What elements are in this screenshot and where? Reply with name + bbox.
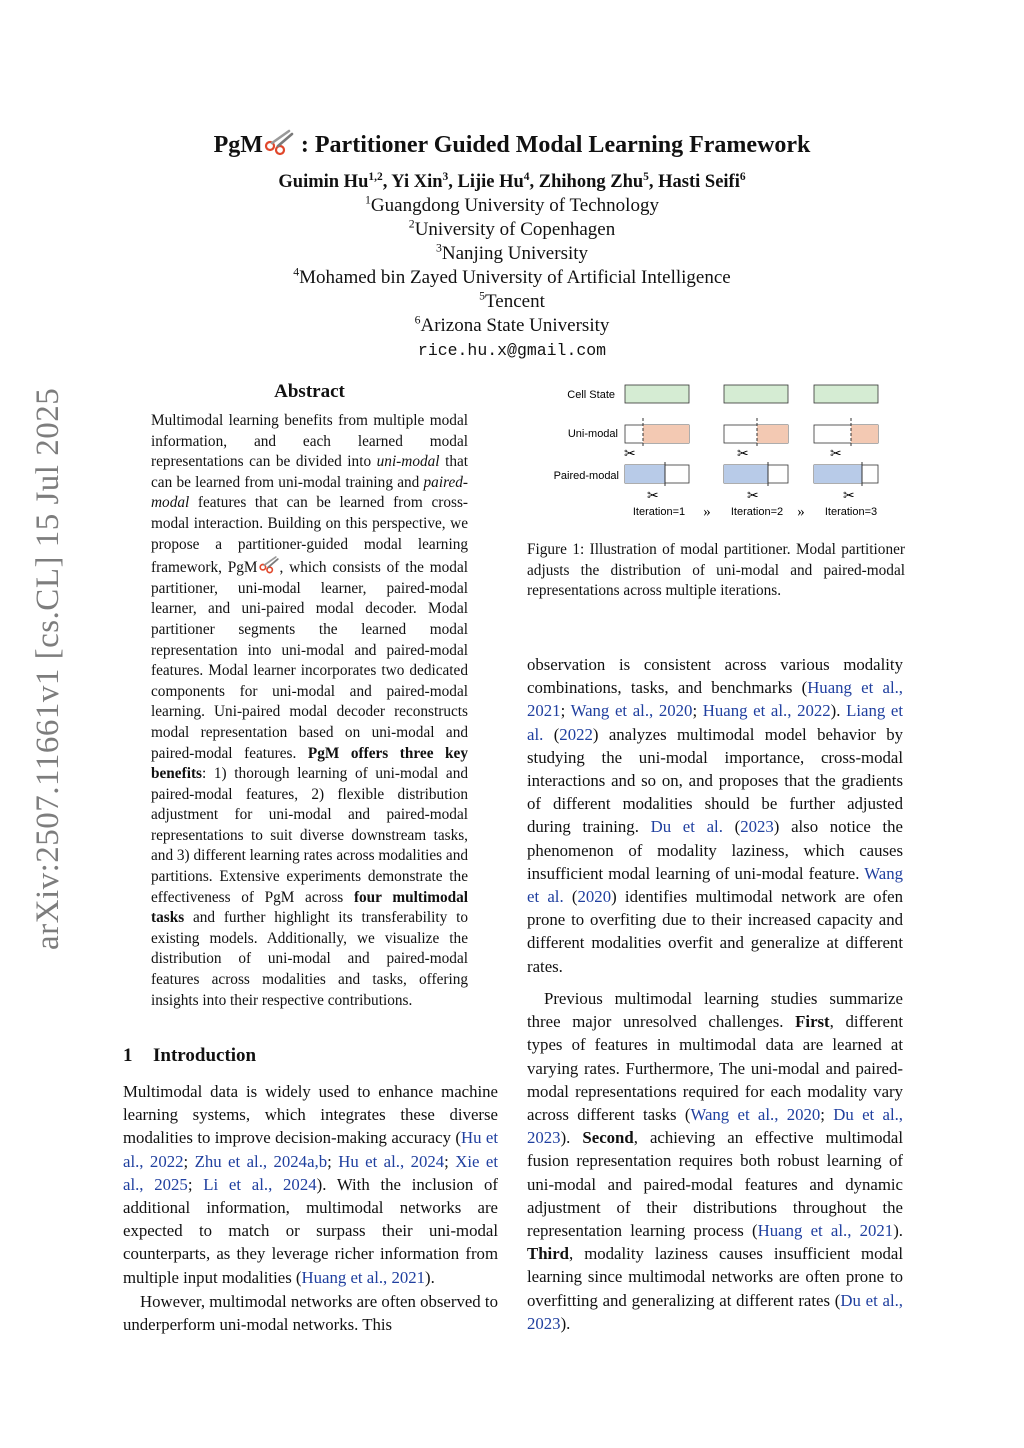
abstract-segment: Multimodal learning benefits from multiple modal information, and each learned modal representations can be divided into — [151, 412, 468, 471]
citation-link[interactable]: Wang et al., 2020 — [570, 701, 693, 721]
text-segment: ( — [543, 724, 560, 744]
affiliation-name: Guangdong University of Technology — [370, 195, 659, 216]
citation-link[interactable]: Liang et al. — [527, 701, 903, 744]
body-paragraph — [527, 987, 903, 1335]
text-segment: ). — [560, 1313, 571, 1333]
uni-modal-fill — [757, 425, 788, 443]
row-label-paired-modal: Paired-modal — [553, 470, 619, 482]
citation-link[interactable]: 2022 — [559, 724, 593, 744]
citation-link[interactable]: Li et al., 2024 — [203, 1174, 317, 1194]
abstract-bold: four multimodal tasks — [151, 888, 468, 927]
text-segment: , modality laziness causes insufficient modal learning since multimodal networks are often prone to overfitting and generalizing at different rates ( — [527, 1244, 903, 1310]
uni-modal-fill — [643, 425, 689, 443]
abstract-bold: PgM offers three key benefits — [151, 744, 468, 783]
row-label-cell-state: Cell State — [567, 389, 615, 401]
citation-link[interactable]: Du et al. — [650, 817, 723, 837]
abstract-emphasis: paired-modal — [151, 473, 468, 512]
abstract-segment: and further highlight its transferability to existing models. Additionally, we visualize the distribution of uni-modal and paired-modal features across modalities and tasks, offering insights into their respective contributions. — [151, 909, 468, 1009]
text-segment: ; — [187, 1174, 204, 1194]
paired-modal-fill — [724, 465, 768, 483]
text-segment: ; — [692, 701, 703, 721]
text-segment: ) identifies multimodal network are ofen prone to overfiting due to their increased capacity and different modalities overfit and generalize at different rates. — [527, 887, 903, 976]
scissors-icon: ✂ — [737, 447, 749, 462]
citation-link[interactable]: Du et al., 2023 — [527, 1290, 904, 1333]
affiliation-name: Arizona State University — [420, 315, 610, 336]
citation-link[interactable]: 2020 — [577, 887, 612, 907]
scissors-icon: ✂ — [830, 447, 842, 462]
abstract-segment: , which consists of the modal partitioner, uni-modal learner, paired-modal learner, and uni-paired modal decoder. Modal partitioner segments the learned modal representation into uni-modal and paired-modal features. Modal learner incorporates two dedicated components for uni-modal and paired-modal learning. Uni-paired modal decoder reconstructs modal representation based on uni-modal and paired-modal features. — [151, 559, 468, 762]
citation-link[interactable]: Huang et al., 2021 — [757, 1221, 894, 1241]
text-segment: ; — [444, 1151, 456, 1171]
author-affiliation-mark: 3 — [442, 170, 449, 183]
section-title: Introduction — [153, 1045, 257, 1066]
author-name: Guimin Hu — [278, 172, 369, 192]
affiliation-name: Mohamed bin Zayed University of Artificial Intelligence — [299, 267, 731, 288]
author-name: Lijie Hu — [457, 172, 524, 192]
text-segment: ( — [722, 817, 741, 837]
abstract-segment: : 1) thorough learning of uni-modal and paired-modal features, 2) flexible distribution adjustment for uni-modal and paired-modal representations to suit diverse downstream tasks, and 3) different learning rates across modalities and partitions. Extensive experiments demonstrate the effectiveness of PgM across — [151, 765, 469, 906]
text-segment: ). — [425, 1267, 435, 1287]
scissors-icon: ✂ — [747, 489, 759, 504]
contact-email[interactable]: rice.hu.x@gmail.com — [417, 341, 607, 360]
author-name: Hasti Seifi — [658, 172, 740, 192]
intro-paragraph — [123, 1080, 498, 1289]
abstract-emphasis: uni-modal — [376, 453, 440, 471]
body-paragraph — [527, 653, 903, 978]
author-affiliation-mark: 1,2 — [368, 170, 383, 183]
text-segment: ). With the inclusion of additional information, multimodal networks are expected to match or surpass their uni-modal counterparts, as they leverage richer information from multiple input modalities ( — [123, 1174, 498, 1287]
affiliation-name: Tencent — [485, 291, 545, 312]
title-rest: : Partitioner Guided Modal Learning Framework — [294, 132, 811, 158]
text-segment: ; — [183, 1151, 195, 1171]
affiliation — [0, 218, 1024, 242]
text-segment: ). — [560, 1128, 583, 1148]
iteration-label: Iteration=1 — [632, 506, 686, 518]
text-segment: ; — [560, 701, 571, 721]
citation-link[interactable]: Xie et al., 2025 — [123, 1151, 499, 1194]
text-segment: ( — [563, 887, 578, 907]
figure-caption: Figure 1: Illustration of modal partitioner. Modal partitioner adjusts the distribution of uni-modal and paired-modal representations across multiple iterations. — [527, 541, 905, 600]
arrow-icon: » — [797, 504, 805, 520]
author-name: Zhihong Zhu — [538, 172, 644, 192]
arxiv-identifier: arXiv:2507.11661v1 [cs.CL] 15 Jul 2025 — [30, 387, 66, 950]
citation-link[interactable]: Huang et al., 2021 — [301, 1267, 426, 1287]
affiliation-mark: 1 — [365, 193, 371, 207]
text-segment: Previous multimodal learning studies summarize three major unresolved challenges. — [527, 989, 903, 1032]
author-affiliation-mark: 4 — [523, 170, 530, 183]
section-heading-introduction — [123, 1044, 503, 1068]
citation-link[interactable]: Wang et al. — [527, 863, 903, 907]
affiliation-mark: 4 — [293, 265, 300, 279]
author-affiliation-mark: 5 — [643, 170, 649, 183]
uni-modal-fill — [851, 425, 878, 443]
affiliation-mark: 2 — [408, 217, 415, 231]
citation-link[interactable]: Hu et al., 2022 — [123, 1128, 498, 1171]
intro-paragraph: However, multimodal networks are often observed to underperform uni-modal networks. This — [123, 1292, 498, 1335]
affiliation — [0, 242, 1024, 266]
text-segment: , achieving an effective multimodal fusion representation requires both robust learning of uni-modal and paired-modal features and dynamic adjustment of their distributions throughout the representation learning process ( — [527, 1128, 903, 1241]
paper-title — [0, 128, 1024, 162]
citation-link[interactable]: Zhu et al., 2024a,b — [194, 1151, 328, 1171]
citation-link[interactable]: 2023 — [740, 817, 774, 837]
row-label-uni-modal: Uni-modal — [567, 428, 618, 440]
text-segment: observation is consistent across various modality combinations, tasks, and benchmarks ( — [527, 655, 903, 698]
arrow-icon: » — [703, 504, 711, 520]
bold-keyword: Third — [527, 1244, 569, 1264]
abstract-heading: Abstract — [274, 381, 345, 402]
citation-link[interactable]: Wang et al., 2020 — [690, 1105, 821, 1125]
title-prefix: PgM — [213, 132, 263, 158]
text-segment: ). — [830, 701, 847, 721]
text-segment: ) analyzes multimodal model behavior by studying the uni-modal importance, cross-modal interactions and so on, and proposes that the gradients of different modalities should be further adjusted during training. — [527, 724, 903, 837]
abstract-segment: that can be learned from uni-modal training and — [151, 453, 469, 491]
text-segment: , different types of features in multimodal data are learned at varying rates. Furthermore, The uni-modal and paired-modal representations required for each modality vary across different tasks ( — [527, 1012, 904, 1125]
affiliation — [0, 314, 1024, 338]
bold-keyword: First — [795, 1012, 830, 1032]
author-list: Guimin Hu$^{1,2}$, Yi Xin$^3$, Lijie Hu$^4$, Zhihong Zhu$^5$, Hasti Seifi$^6$ — [278, 170, 746, 192]
bold-keyword: Second — [582, 1128, 634, 1148]
scissors-logo-icon — [263, 128, 295, 156]
affiliation — [0, 290, 1024, 314]
cell-state-block — [724, 385, 788, 403]
abstract-segment: features that can be learned from cross-modal interaction. Building on this perspective, we propose a partitioner-guided modal learning framework, PgM — [151, 494, 468, 577]
affiliation-mark: 5 — [479, 289, 486, 303]
citation-link[interactable]: Hu et al., 2024 — [338, 1151, 445, 1171]
text-segment: ) also notice the phenomenon of modality laziness, which causes insufficient modal learning of uni-modal feature. — [527, 817, 903, 883]
affiliation-mark: 6 — [414, 313, 421, 327]
paired-modal-fill — [814, 465, 862, 483]
citation-link[interactable]: Du et al., 2023 — [527, 1105, 903, 1148]
affiliation-name: Nanjing University — [441, 243, 589, 264]
affiliation-mark: 3 — [435, 241, 442, 255]
figure-modal-partitioner — [527, 378, 907, 524]
scissors-logo-icon — [258, 555, 280, 574]
text-segment: ; — [820, 1105, 834, 1125]
paired-modal-fill — [625, 465, 665, 483]
section-number: 1 — [123, 1045, 133, 1066]
text-segment: ; — [327, 1151, 339, 1171]
abstract-text — [151, 411, 468, 1011]
iteration-label: Iteration=2 — [730, 506, 784, 518]
citation-link[interactable]: Huang et al., 2022 — [702, 701, 831, 721]
scissors-icon: ✂ — [647, 489, 659, 504]
cell-state-block — [625, 385, 689, 403]
author-name: Yi Xin — [391, 172, 443, 192]
text-segment: ). — [893, 1221, 903, 1241]
scissors-icon: ✂ — [843, 489, 855, 504]
affiliation — [0, 266, 1024, 290]
text-segment: Multimodal data is widely used to enhance machine learning systems, which integrates these diverse modalities to improve decision-making accuracy ( — [123, 1082, 498, 1148]
scissors-icon: ✂ — [624, 447, 636, 462]
citation-link[interactable]: Huang et al., 2021 — [527, 678, 903, 721]
cell-state-block — [814, 385, 878, 403]
affiliation-name: University of Copenhagen — [414, 219, 616, 240]
iteration-label: Iteration=3 — [824, 506, 878, 518]
affiliation — [0, 194, 1024, 218]
author-affiliation-mark: 6 — [739, 170, 746, 183]
